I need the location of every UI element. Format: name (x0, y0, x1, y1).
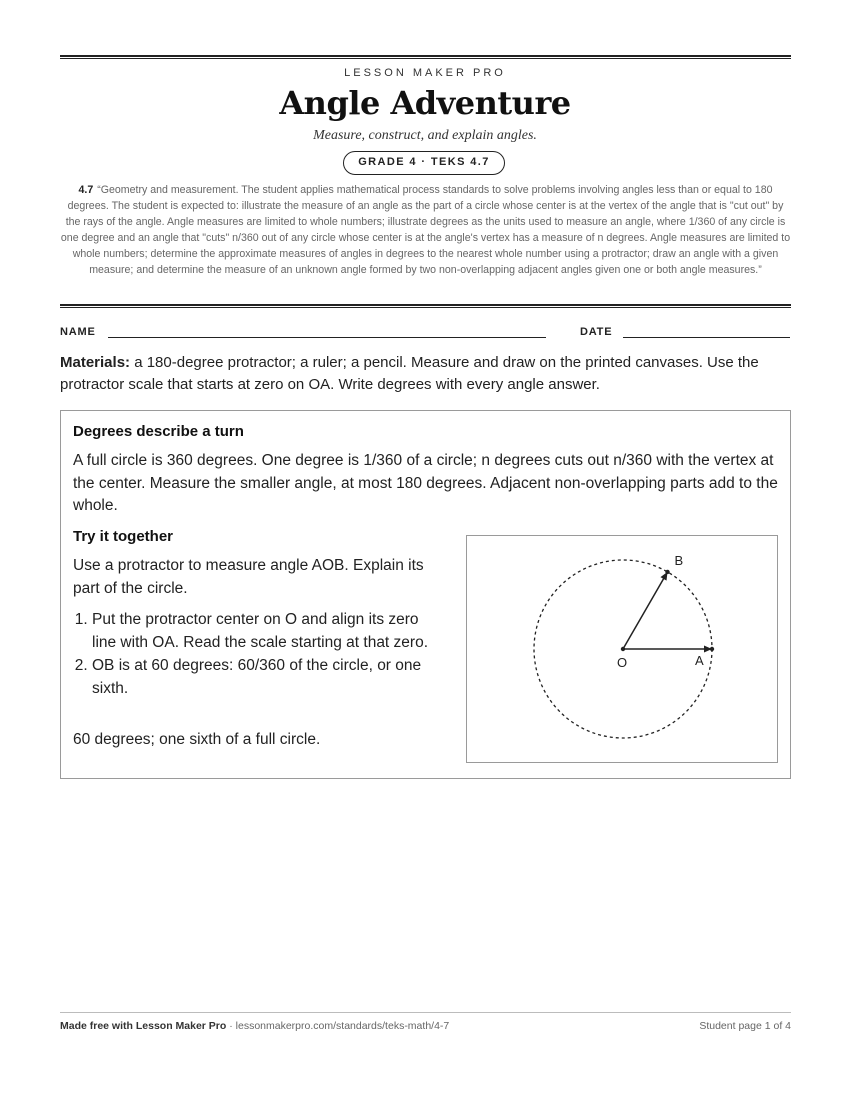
lesson-intro: A full circle is 360 degrees. One degree is 1/360 of a circle; n degrees cuts out n/360 with the vertex at the center. Measure the smaller angle, at most 180 degrees. Adjacent non-overlapping parts add to the whole. (73, 452, 778, 514)
footer-made-with: Made free with Lesson Maker Pro (60, 1020, 227, 1032)
materials-text: a 180-degree protractor; a ruler; a pencil. Measure and draw on the printed canvases. Use the protractor scale that starts at zero on OA. Write degrees with every angle answer. (60, 354, 759, 393)
ray-ob (623, 576, 665, 649)
angle-figure-canvas (466, 535, 778, 763)
date-label: DATE (580, 326, 613, 338)
standard-text-block (60, 182, 791, 278)
vertex-o-point (621, 647, 625, 651)
example-heading: Try it together (73, 528, 174, 545)
header-top-rule (60, 55, 791, 59)
point-b-label: B (674, 552, 684, 568)
header-bottom-rule (60, 304, 791, 308)
standard-description: “Geometry and measurement. The student applies mathematical process standards to solve problems involving angles less than or equal to 180 degrees. The student is expected to: illustrate the measure of an angle as the part of a circle whose center is at the vertex of the angle that is "cut out" by the rays of the angle. Angle measures are limited to whole numbers; illustrate degrees as the units used to measure an angle, where 1/360 of any circle is one degree and an angle that "cuts" n/360 out of any circle whose center is at the angle's vertex has a measure of n degrees. Angle measures are limited to whole numbers; determine the approximate measures of angles in degrees to the nearest whole number using a protractor; draw an angle with a given measure; and determine the measure of an unknown angle formed by two non-overlapping adjacent angles given one or both angle measures.” (60, 184, 791, 276)
footer-url[interactable]: lessonmakerpro.com/standards/teks-math/4-7 (235, 1020, 450, 1032)
page-title: Angle Adventure (279, 84, 571, 122)
example-steps (73, 609, 443, 701)
point-a (710, 647, 714, 651)
footer-rule (60, 1012, 791, 1013)
name-field[interactable] (108, 337, 546, 338)
name-label: NAME (60, 326, 96, 338)
lesson-heading: Degrees describe a turn (73, 423, 244, 440)
example-answer: 60 degrees; one sixth of a full circle. (73, 731, 321, 748)
page-subtitle: Measure, construct, and explain angles. (313, 128, 537, 143)
point-b (665, 570, 669, 574)
materials-paragraph (60, 352, 795, 396)
angle-diagram (467, 536, 779, 764)
example-prompt: Use a protractor to measure angle AOB. Explain its part of the circle. (73, 557, 424, 597)
footer-page-number: Student page 1 of 4 (699, 1020, 791, 1032)
brand-name: LESSON MAKER PRO (344, 67, 506, 79)
step-item: 2. OB is at 60 degrees: 60/360 of the circle, or one sixth. (92, 655, 443, 700)
materials-label: Materials: (60, 354, 131, 371)
date-field[interactable] (623, 337, 790, 338)
footer-credit (60, 1020, 449, 1032)
point-a-label: A (695, 653, 704, 668)
footer-separator: · (226, 1020, 236, 1032)
vertex-o-label: O (617, 655, 628, 670)
standard-code: 4.7 (78, 184, 94, 196)
grade-badge: GRADE 4 · TEKS 4.7 (343, 151, 505, 175)
step-item: 1. Put the protractor center on O and align its zero line with OA. Read the scale starting at that zero. (92, 609, 443, 654)
